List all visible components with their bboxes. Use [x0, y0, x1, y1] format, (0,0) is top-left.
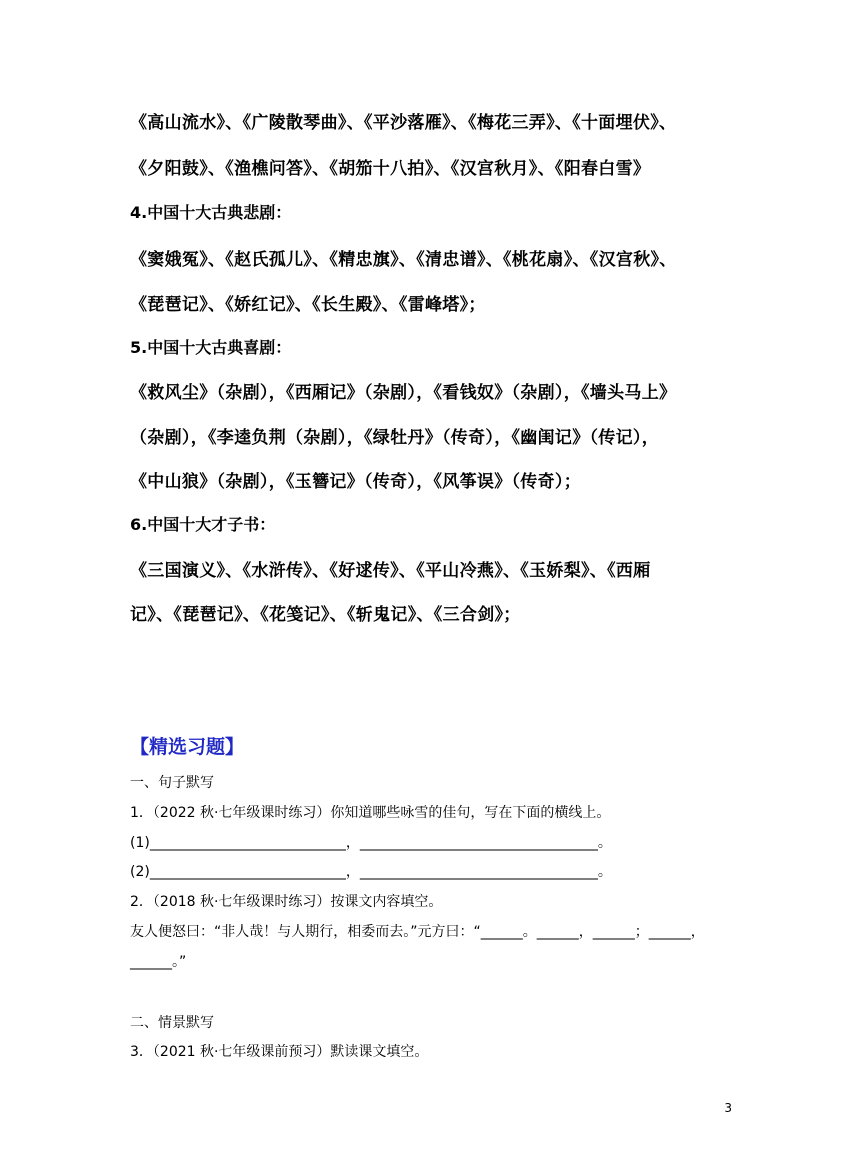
- talent-books-line-2: 记》、《琵琶记》、《花笺记》、《斩鬼记》、《三合剑》；: [130, 605, 521, 625]
- heading-talent-books: 6.中国十大才子书：: [130, 515, 276, 534]
- page-number: 3: [724, 1101, 732, 1115]
- talent-books-line-1: 《三国演义》、《水浒传》、《好逑传》、《平山冷燕》、《玉娇梨》、《西厢: [130, 561, 651, 581]
- comedies-line-1: 《救风尘》（杂剧），《西厢记》（杂剧），《看钱奴》（杂剧），《墙头马上》: [130, 383, 677, 403]
- guqin-list-line-1: 《高山流水》、《广陵散琴曲》、《平沙落雁》、《梅花三弄》、《十面埋伏》、: [130, 113, 677, 133]
- heading-comedies: 5.中国十大古典喜剧：: [130, 338, 292, 357]
- heading-tragedies: 4.中国十大古典悲剧：: [130, 203, 292, 222]
- comedies-line-3: 《中山狼》（杂剧），《玉簪记》（传奇），《风筝误》（传奇）；: [130, 472, 581, 492]
- question-2-text: 友人便怒曰：“非人哉！与人期行，相委而去。”元方曰：“______。______，______；______，: [130, 924, 705, 940]
- question-2-text-continued: ______。”: [130, 954, 187, 970]
- question-1: 1．（2022 秋·七年级课时练习）你知道哪些咏雪的佳句，写在下面的横线上。: [130, 805, 611, 821]
- tragedies-line-1: 《窦娥冤》、《赵氏孤儿》、《精忠旗》、《清忠谱》、《桃花扇》、《汉宫秋》、: [130, 250, 677, 270]
- tragedies-line-2: 《琵琶记》、《娇红记》、《长生殿》、《雷峰塔》；: [130, 295, 486, 315]
- part-heading-sentence-dictation: 一、句子默写: [130, 775, 214, 791]
- part-heading-situational-dictation: 二、情景默写: [130, 1015, 214, 1031]
- question-2: 2．（2018 秋·七年级课时练习）按课文内容填空。: [130, 894, 443, 910]
- question-1-blank-1: (1)____________________________，__________________________________。: [130, 835, 612, 851]
- question-1-blank-2: (2)____________________________，__________________________________。: [130, 864, 612, 880]
- section-title-exercises: 【精选习题】: [130, 736, 245, 758]
- comedies-line-2: （杂剧），《李逵负荆（杂剧），《绿牡丹》（传奇），《幽闺记》（传记），: [130, 428, 659, 448]
- question-3: 3．（2021 秋·七年级课前预习）默读课文填空。: [130, 1044, 429, 1060]
- guqin-list-line-2: 《夕阳鼓》、《渔樵问答》、《胡笳十八拍》、《汉宫秋月》、《阳春白雪》: [130, 159, 651, 179]
